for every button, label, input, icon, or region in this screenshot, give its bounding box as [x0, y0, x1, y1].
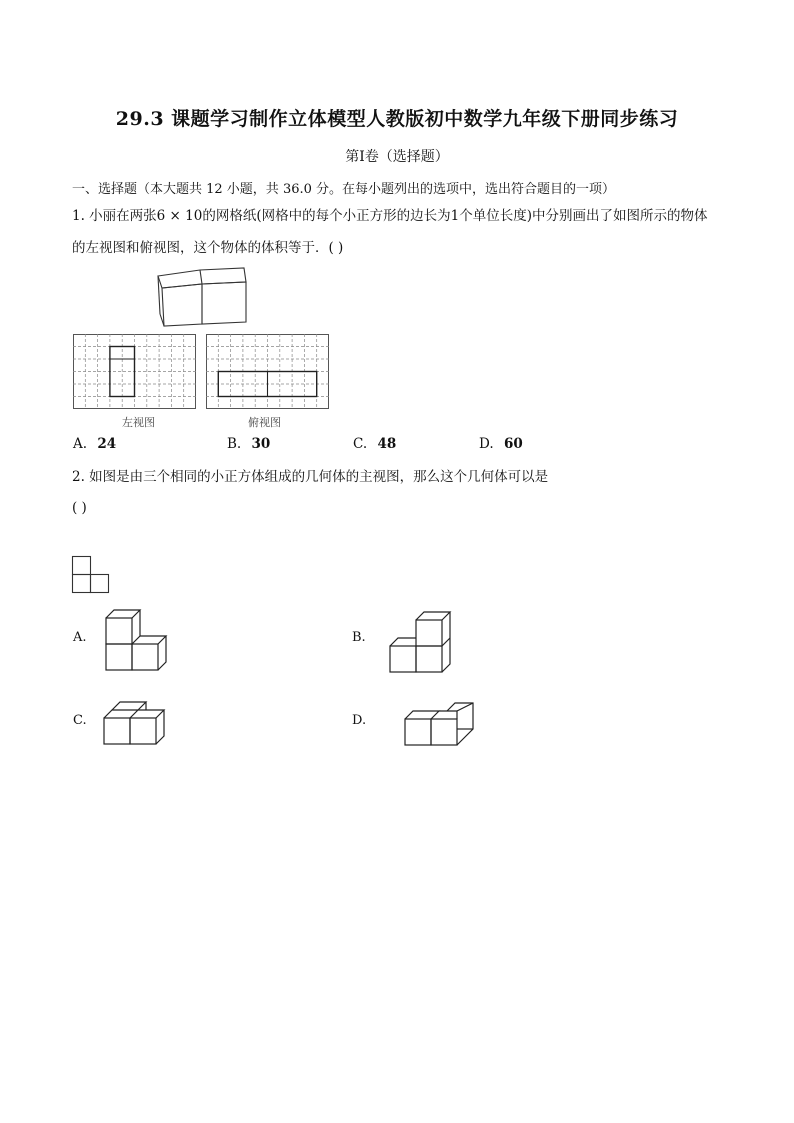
left-view-caption: 左视图 [122, 416, 155, 429]
question-1-top-view-grid [206, 334, 330, 410]
question-2-option-c-figure[interactable] [102, 700, 166, 748]
question-2-option-c-label[interactable]: C. [73, 713, 87, 728]
question-2-option-a-figure[interactable] [104, 607, 168, 673]
option-label: A. [73, 436, 88, 452]
option-value: 48 [377, 436, 397, 452]
question-2-line-1: 2. 如图是由三个相同的小正方体组成的几何体的主视图，那么这个几何体可以是 [72, 469, 549, 485]
question-1-option-a[interactable] [73, 436, 116, 452]
question-1-left-view-grid [73, 334, 197, 410]
option-label: C. [353, 436, 368, 452]
option-value: 60 [503, 436, 523, 452]
question-2-option-d-figure[interactable] [403, 701, 477, 749]
question-1-option-b[interactable] [227, 436, 270, 452]
question-2-option-b-label[interactable]: B. [352, 630, 366, 645]
option-value: 24 [97, 436, 117, 452]
question-2-option-d-label[interactable]: D. [352, 713, 367, 728]
question-1-solid-figure [150, 262, 260, 328]
question-2-option-b-figure[interactable] [388, 609, 452, 675]
option-value: 30 [251, 436, 271, 452]
volume-title: 第I卷（选择题） [345, 149, 449, 165]
option-label: D. [479, 436, 494, 452]
page-title: 29.3 课题学习制作立体模型人教版初中数学九年级下册同步练习 [115, 108, 679, 130]
question-1-option-c[interactable] [353, 436, 396, 452]
question-2-option-a-label[interactable]: A. [73, 630, 87, 645]
question-2-front-view [72, 556, 110, 594]
question-1-option-d[interactable] [479, 436, 523, 452]
section-header: 一、选择题（本大题共 12 小题，共 36.0 分。在每小题列出的选项中，选出符合题目的一项） [72, 182, 616, 197]
question-2-line-2: ( ) [72, 500, 87, 516]
top-view-caption: 俯视图 [248, 416, 281, 429]
question-1-line-2: 的左视图和俯视图，这个物体的体积等于．( ) [72, 240, 344, 256]
option-label: B. [227, 436, 242, 452]
question-1-line-1: 1. 小丽在两张6 × 10的网格纸(网格中的每个小正方形的边长为1个单位长度)中分别画出了如图所示的物体 [72, 208, 708, 224]
